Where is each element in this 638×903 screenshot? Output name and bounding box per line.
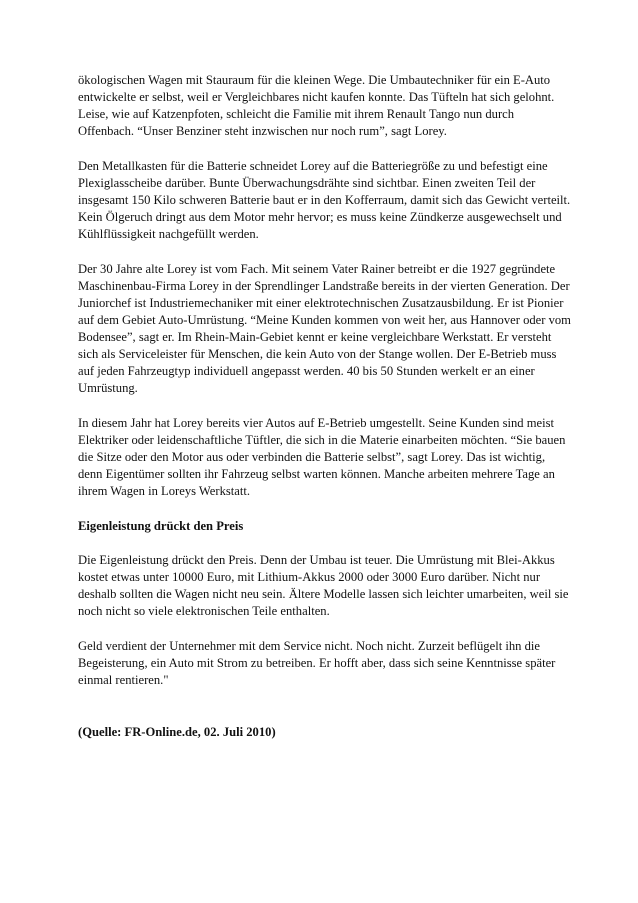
paragraph-2: Den Metallkasten für die Batterie schneidet Lorey auf die Batteriegröße zu und befestigt eine Plexiglasscheibe darüber. Bunte Überwachungsdrähte sind sichtbar. Einen zweiten Teil der insgesamt 150 Kilo schweren Batterie baut er in den Kofferraum, damit sich das Gewicht verteilt. Kein Ölgeruch dringt aus dem Motor mehr hervor; es muss keine Zündkerze ausgewechselt und Kühlflüssigkeit nachgefüllt werden.	[78, 158, 571, 242]
paragraph-4: In diesem Jahr hat Lorey bereits vier Autos auf E-Betrieb umgestellt. Seine Kunden sind meist Elektriker oder leidenschaftliche Tüftler, die sich in die Materie einarbeiten möchten. “Sie bauen die Sitze oder den Motor aus oder verbinden die Batterie selbst”, sagt Lorey. Das ist wichtig, denn Eigentümer sollten ihr Fahrzeug selbst warten können. Manche arbeiten mehrere Tage an ihrem Wagen in Loreys Werkstatt.	[78, 415, 566, 499]
paragraph-3: Der 30 Jahre alte Lorey ist vom Fach. Mit seinem Vater Rainer betreibt er die 1927 gegründete Maschinenbau-Firma Lorey in der Sprendlinger Landstraße bereits in der vierten Generation. Der Juniorchef ist Industriemechaniker mit einer elektrotechnischen Zusatzausbildung. Er ist Pionier auf dem Gebiet Auto-Umrüstung. “Meine Kunden kommen von weit her, aus Hannover oder vom Bodensee”, sagt er. Im Rhein-Main-Gebiet kennt er keine vergleichbare Werkstatt. Er versteht sich als Serviceleister für Menschen, die kein Auto von der Stange wollen. Der E-Betrieb muss auf jeden Fahrzeugtyp individuell angepasst werden. 40 bis 50 Stunden werkelt er an einer Umrüstung.	[78, 261, 571, 396]
blank-line	[78, 707, 572, 724]
document-body	[78, 72, 572, 741]
paragraph-1: ökologischen Wagen mit Stauraum für die kleinen Wege. Die Umbautechniker für ein E-Auto entwickelte er selbst, weil er Vergleichbares nicht kaufen konnte. Das Tüfteln hat sich gelohnt. Leise, wie auf Katzenpfoten, schleicht die Familie mit ihrem Renault Tango nun durch Offenbach. “Unser Benziner steht inzwischen nur noch rum”, sagt Lorey.	[78, 73, 555, 139]
source-citation: (Quelle: FR-Online.de, 02. Juli 2010)	[78, 724, 276, 739]
paragraph-5: Die Eigenleistung drückt den Preis. Denn der Umbau ist teuer. Die Umrüstung mit Blei-Akkus kostet etwas unter 10000 Euro, mit Lithium-Akkus 2000 oder 3000 Euro darüber. Nicht nur deshalb sollten die Wagen nicht neu sein. Ältere Modelle lassen sich leichter umarbeiten, weil sie noch nicht so viele elektronischen Teile enthalten.	[78, 553, 569, 619]
section-heading: Eigenleistung drückt den Preis	[78, 518, 244, 533]
paragraph-6: Geld verdient der Unternehmer mit dem Service nicht. Noch nicht. Zurzeit beflügelt ihn die Begeisterung, ein Auto mit Strom zu betreiben. Er hofft aber, dass sich seine Kenntnisse später einmal rentieren."	[78, 638, 556, 688]
